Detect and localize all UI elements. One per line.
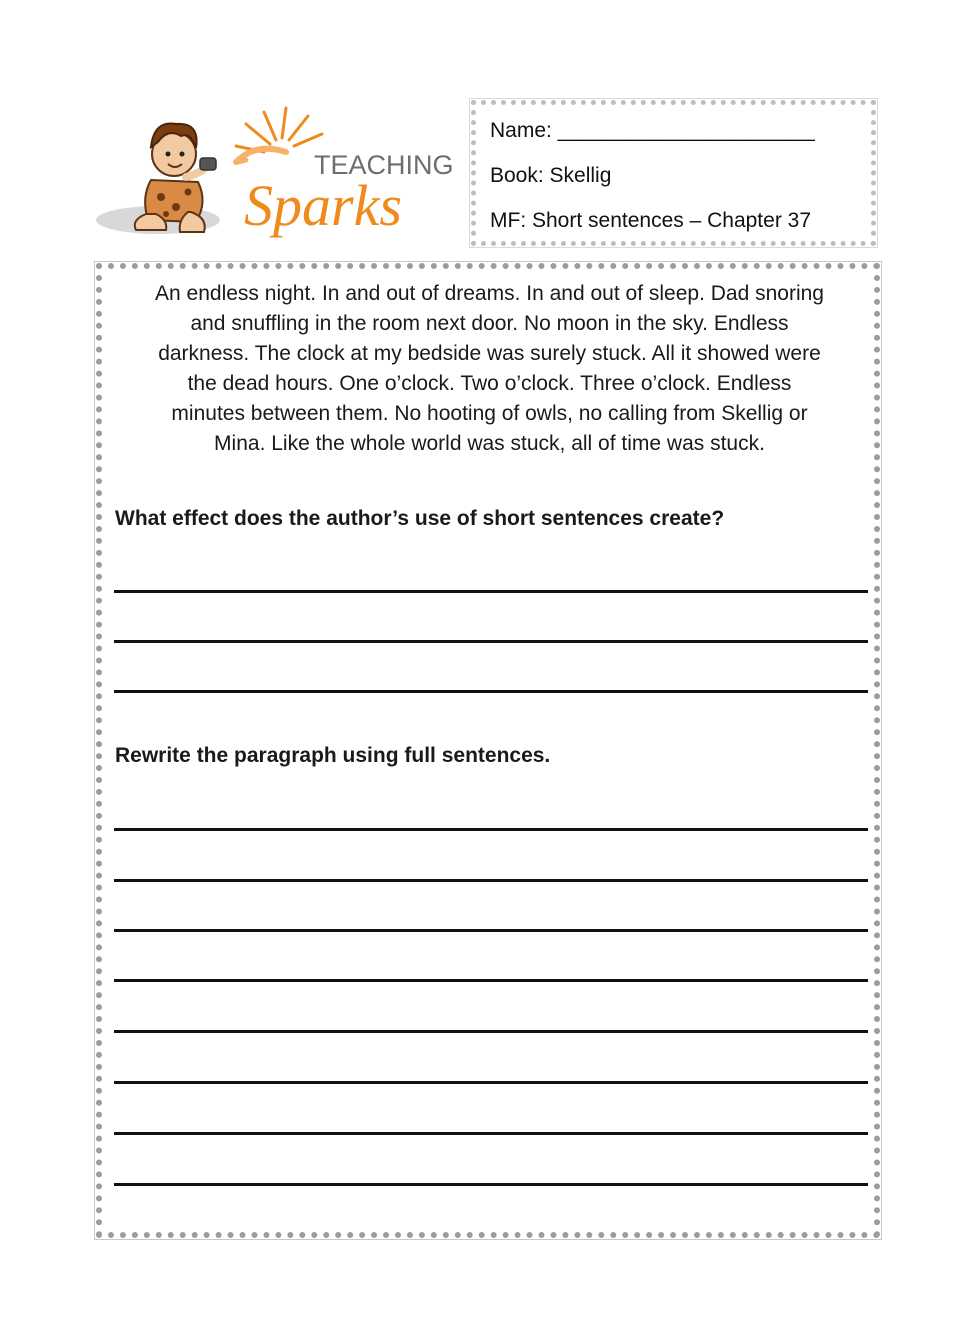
answer-line[interactable] [114, 640, 868, 643]
passage-line: minutes between them. No hooting of owls, no calling from Skellig or [171, 402, 808, 425]
question-rewrite: Rewrite the paragraph using full sentences. [115, 744, 551, 767]
answer-line[interactable] [114, 1030, 868, 1033]
caveman-mascot-icon [96, 102, 456, 247]
passage-line: An endless night. In and out of dreams. In and out of sleep. Dad snoring [155, 282, 824, 305]
answer-line[interactable] [114, 690, 868, 693]
passage-line: the dead hours. One o’clock. Two o’clock. Three o’clock. Endless [187, 372, 792, 395]
logo-brand-bottom: Sparks [244, 173, 402, 238]
answer-line[interactable] [114, 929, 868, 932]
answer-line[interactable] [114, 828, 868, 831]
answer-line[interactable] [114, 1081, 868, 1084]
answer-line[interactable] [114, 590, 868, 593]
book-title: Book: Skellig [490, 164, 612, 187]
logo-brand-top: TEACHING [314, 150, 454, 180]
teaching-sparks-logo [96, 102, 456, 247]
passage-line: and snuffling in the room next door. No moon in the sky. Endless [190, 312, 789, 335]
answer-line[interactable] [114, 1132, 868, 1135]
answer-line[interactable] [114, 979, 868, 982]
worksheet-box [96, 263, 880, 1238]
name-field[interactable]: Name: ______________________ [490, 119, 815, 142]
passage-line: Mina. Like the whole world was stuck, all of time was stuck. [214, 432, 765, 455]
passage-line: darkness. The clock at my bedside was surely stuck. All it showed were [158, 342, 821, 365]
student-info-box [471, 100, 876, 246]
answer-line[interactable] [114, 1183, 868, 1186]
answer-line[interactable] [114, 879, 868, 882]
passage [122, 279, 857, 459]
worksheet-topic: MF: Short sentences – Chapter 37 [490, 209, 811, 232]
question-effect: What effect does the author’s use of short sentences create? [115, 507, 725, 530]
